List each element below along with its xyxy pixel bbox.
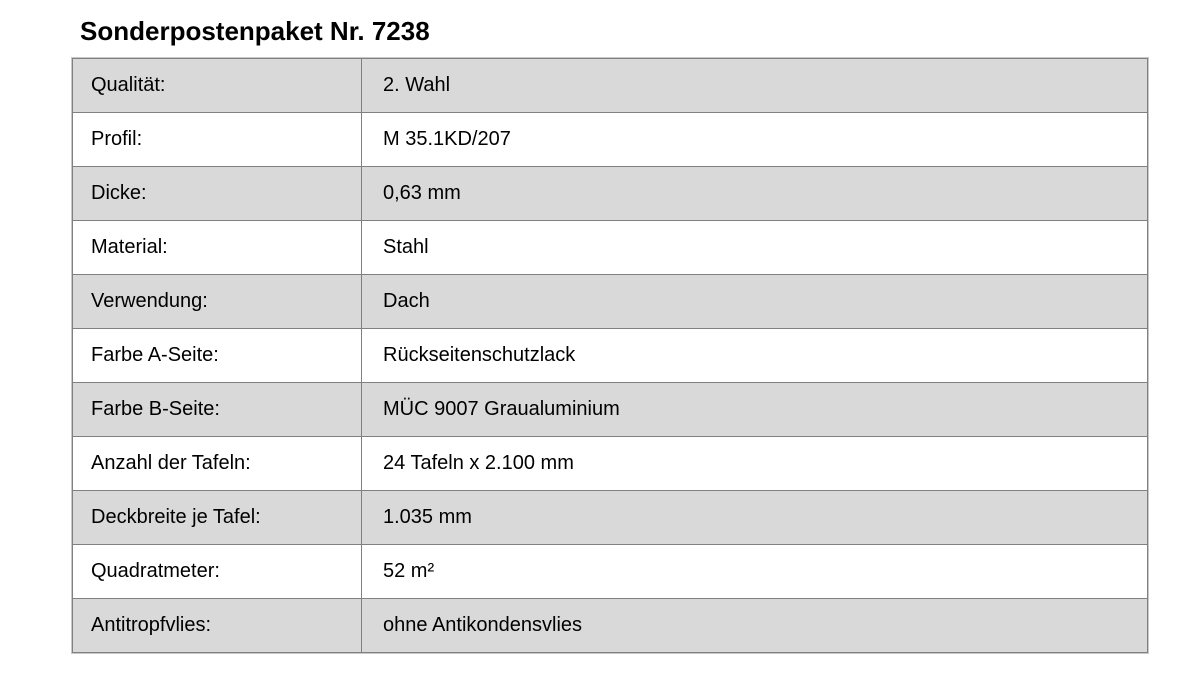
- table-row: [73, 113, 1148, 167]
- row-value: 24 Tafeln x 2.100 mm: [362, 437, 1148, 491]
- row-label: Qualität:: [73, 59, 362, 113]
- row-label: Quadratmeter:: [73, 545, 362, 599]
- table-row: [73, 599, 1148, 653]
- table-row: [73, 329, 1148, 383]
- row-value: ohne Antikondensvlies: [362, 599, 1148, 653]
- row-value: 1.035 mm: [362, 491, 1148, 545]
- table-row: [73, 491, 1148, 545]
- table-row: [73, 545, 1148, 599]
- spec-table: [72, 58, 1148, 653]
- row-label: Anzahl der Tafeln:: [73, 437, 362, 491]
- row-label: Farbe A-Seite:: [73, 329, 362, 383]
- row-value: MÜC 9007 Graualuminium: [362, 383, 1148, 437]
- row-label: Verwendung:: [73, 275, 362, 329]
- row-label: Material:: [73, 221, 362, 275]
- row-value: Stahl: [362, 221, 1148, 275]
- row-value: M 35.1KD/207: [362, 113, 1148, 167]
- row-label: Dicke:: [73, 167, 362, 221]
- row-value: 52 m²: [362, 545, 1148, 599]
- table-row: [73, 275, 1148, 329]
- table-row: [73, 59, 1148, 113]
- table-row: [73, 437, 1148, 491]
- table-row: [73, 383, 1148, 437]
- row-value: Dach: [362, 275, 1148, 329]
- row-label: Farbe B-Seite:: [73, 383, 362, 437]
- table-row: [73, 167, 1148, 221]
- row-label: Profil:: [73, 113, 362, 167]
- row-value: 0,63 mm: [362, 167, 1148, 221]
- row-label: Antitropfvlies:: [73, 599, 362, 653]
- row-label: Deckbreite je Tafel:: [73, 491, 362, 545]
- row-value: 2. Wahl: [362, 59, 1148, 113]
- row-value: Rückseitenschutzlack: [362, 329, 1148, 383]
- table-row: [73, 221, 1148, 275]
- page-title: Sonderpostenpaket Nr. 7238: [80, 16, 430, 46]
